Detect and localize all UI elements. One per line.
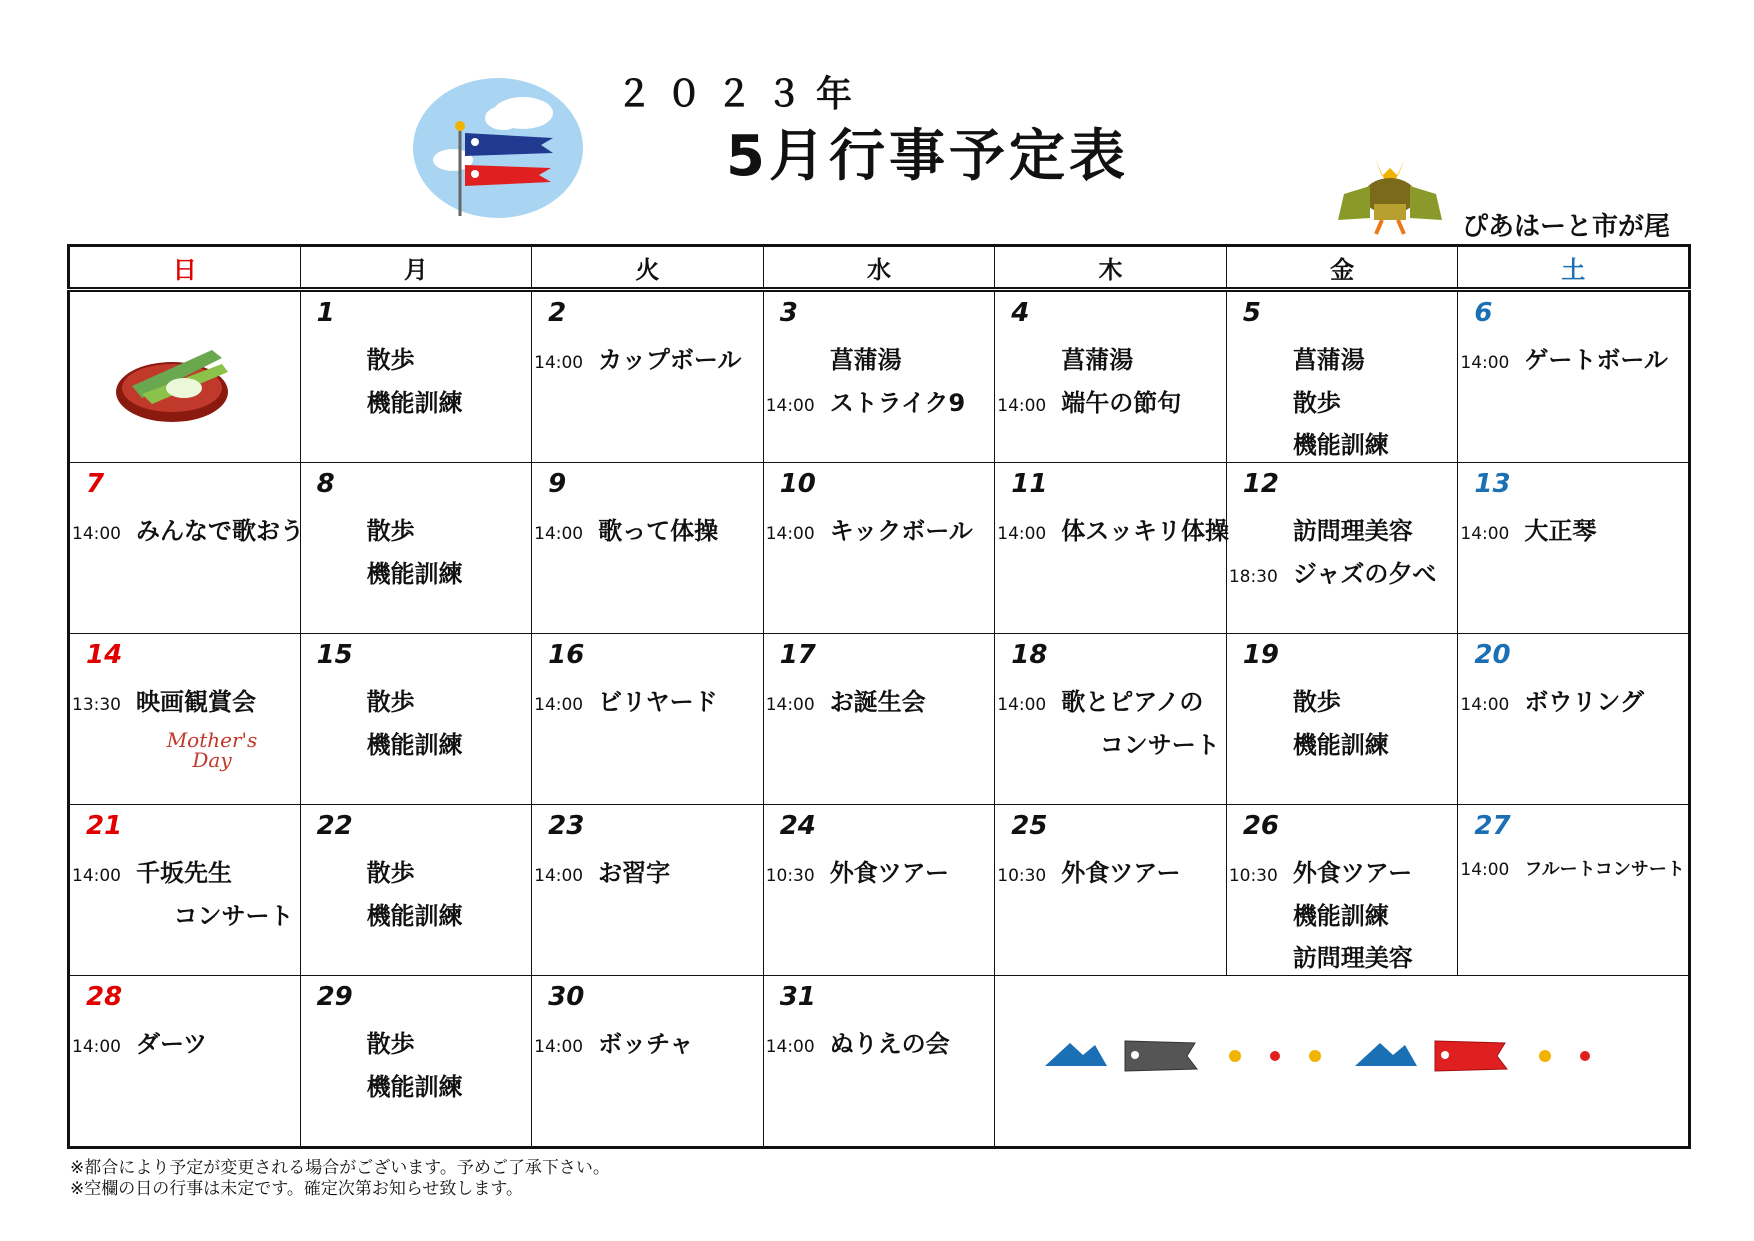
event-item [1227,896,1389,931]
event-name: ボッチャ [598,1030,694,1058]
event-time: 14:00 [1460,695,1510,715]
event-time: 14:00 [534,353,584,373]
event-time: 14:00 [765,1037,815,1057]
event-time: 14:00 [72,524,121,544]
weekday-sunday: 日 [69,246,301,290]
event-name: 外食ツアー [1061,859,1181,887]
kashiwamochi-illustration [112,342,242,427]
event-item [301,511,415,546]
week-row [69,463,1690,634]
day-number: 30 [548,982,585,1012]
page-title: 5月行事予定表 [726,124,1129,189]
day-cell-2 [532,290,764,463]
event-name: お誕生会 [829,688,926,716]
event-name: 歌とピアノの [1061,688,1204,716]
event-item [532,340,741,375]
day-number: 3 [779,298,798,328]
event-item [764,383,966,418]
day-number: 11 [1011,469,1048,499]
weekday-header-row [69,246,1690,290]
footnote-line: ※空欄の日の行事は未定です。確定次第お知らせ致します。 [70,1179,524,1199]
event-name: ぬりえの会 [829,1030,950,1058]
event-time: 14:00 [534,866,584,886]
event-item [301,896,463,931]
event-time: 14:00 [765,524,815,544]
day-number: 15 [316,640,353,670]
event-item [764,1024,950,1059]
event-name: 訪問理美容 [1292,944,1413,972]
event-name: ボウリング [1524,688,1644,716]
event-time: 14:00 [534,695,584,715]
event-item [1227,853,1412,888]
event-time: 14:00 [997,524,1047,544]
event-time: 14:00 [534,1037,584,1057]
day-number: 18 [1011,640,1048,670]
event-item [764,853,949,888]
event-name: ストライク9 [829,389,966,417]
day-number: 25 [1011,811,1048,841]
event-name: 機能訓練 [366,902,463,930]
weekday-friday: 金 [1226,246,1458,290]
event-item [70,1024,207,1059]
event-item [301,1024,415,1059]
event-name: ダーツ [136,1030,208,1058]
day-number: 26 [1242,811,1279,841]
event-time: 14:00 [72,1037,121,1057]
day-number: 22 [316,811,353,841]
day-number: 31 [779,982,816,1012]
event-name: 散歩 [1292,389,1341,417]
event-name: フルートコンサート [1524,859,1685,880]
event-item [995,383,1181,418]
event-name: 散歩 [1292,688,1341,716]
event-item [1227,725,1389,760]
event-item [1227,938,1413,973]
day-number: 14 [86,640,123,670]
koinobori-illustration [413,78,583,218]
event-time: 10:30 [997,866,1047,886]
day-number: 13 [1474,469,1511,499]
event-item [301,682,415,717]
week-row [69,290,1690,463]
day-cell-1 [300,290,532,463]
day-number: 23 [548,811,585,841]
event-name: 体スッキリ体操 [1061,517,1230,545]
event-name: 機能訓練 [1292,731,1389,759]
day-cell-14 [69,634,301,805]
event-name: 外食ツアー [829,859,949,887]
event-name: 散歩 [366,688,415,716]
footnote-line: ※都合により予定が変更される場合がございます。予めご了承下さい。 [70,1158,610,1178]
day-cell-5 [1226,290,1458,463]
event-item [995,853,1180,888]
day-number: 6 [1474,298,1493,328]
event-name: 散歩 [366,346,415,374]
day-cell-30 [532,976,764,1148]
event-time: 14:00 [1460,860,1510,880]
event-name: 機能訓練 [366,1073,463,1101]
day-number: 2 [548,298,567,328]
event-name: 散歩 [366,859,415,887]
day-cell-3 [763,290,995,463]
event-item [1227,340,1365,375]
event-name: 散歩 [366,517,415,545]
event-time: 10:30 [1228,866,1278,886]
day-number: 8 [316,469,335,499]
day-cell-24 [763,805,995,976]
event-item [301,554,463,589]
event-item [301,1067,463,1102]
event-item [995,682,1203,717]
day-number: 7 [86,469,105,499]
weekday-thursday: 木 [995,246,1227,290]
event-time: 18:30 [1228,567,1278,587]
event-time: 14:00 [534,524,584,544]
weekday-wednesday: 水 [763,246,995,290]
event-name: 機能訓練 [1292,431,1389,459]
event-item [532,1024,693,1059]
day-number: 28 [86,982,123,1012]
day-cell-4 [995,290,1227,463]
day-cell-31 [763,976,995,1148]
event-item [1458,340,1668,375]
event-time: 10:30 [765,866,815,886]
event-continuation: コンサート [1099,731,1220,759]
day-cell-10 [763,463,995,634]
weekday-saturday: 土 [1458,246,1690,290]
day-cell-25 [995,805,1227,976]
event-name: 菖蒲湯 [1061,346,1134,374]
event-item [995,340,1133,375]
day-number: 1 [316,298,335,328]
event-item [70,682,256,717]
event-time: 14:00 [765,695,815,715]
day-number: 20 [1474,640,1511,670]
kabuto-helmet-illustration [1330,156,1450,236]
event-item [70,511,304,546]
koinobori-border-decoration [1035,1031,1605,1081]
week-row [69,634,1690,805]
event-name: カップボール [598,346,742,374]
event-time: 14:00 [765,396,815,416]
event-item [1227,383,1341,418]
day-cell-26 [1226,805,1458,976]
day-number: 10 [779,469,816,499]
event-time: 14:00 [997,695,1047,715]
event-name: ジャズの夕べ [1292,560,1437,588]
footnotes [70,1158,610,1200]
day-cell-16 [532,634,764,805]
event-time: 13:30 [72,695,121,715]
event-item [1458,511,1596,546]
day-cell-29 [300,976,532,1148]
event-name: 機能訓練 [1292,902,1389,930]
day-cell-11 [995,463,1230,634]
event-continuation: コンサート [173,902,294,930]
event-item [301,725,463,760]
event-item [1227,682,1341,717]
event-item [301,383,463,418]
decoration-cell [995,976,1690,1148]
event-item [301,340,415,375]
event-item [764,511,973,546]
event-name: 機能訓練 [366,560,463,588]
day-cell-8 [300,463,532,634]
event-item [532,511,718,546]
event-name: 外食ツアー [1292,859,1413,887]
day-number: 21 [86,811,123,841]
week-row [69,976,1690,1148]
event-name: お習字 [598,859,671,887]
event-name: 歌って体操 [598,517,719,545]
event-item [532,682,718,717]
event-name: 散歩 [366,1030,415,1058]
event-time: 14:00 [72,866,121,886]
event-item [995,511,1229,546]
event-name: キックボール [829,517,973,545]
event-time: 14:00 [1460,353,1510,373]
year-label: ２０２３年 [616,74,867,115]
event-name: 大正琴 [1524,517,1597,545]
day-cell-28 [69,976,301,1148]
weekday-monday: 月 [300,246,532,290]
event-item [70,853,232,888]
day-cell-22 [300,805,532,976]
day-number: 24 [779,811,816,841]
day-cell-12 [1226,463,1458,634]
facility-name: ぴあはーと市が尾 [1462,212,1671,242]
day-cell-empty [69,290,301,463]
day-number: 4 [1011,298,1030,328]
day-cell-23 [532,805,764,976]
day-cell-13 [1458,463,1690,634]
event-item [1227,425,1389,460]
week-row [69,805,1690,976]
event-item [764,340,902,375]
event-name: ゲートボール [1524,346,1668,374]
day-number: 9 [548,469,567,499]
day-cell-18 [995,634,1227,805]
event-item [1458,853,1685,881]
day-number: 5 [1242,298,1261,328]
event-item [301,853,415,888]
day-number: 12 [1242,469,1279,499]
event-name: 菖蒲湯 [829,346,902,374]
event-item [1227,554,1437,589]
event-item [1458,682,1644,717]
weekday-tuesday: 火 [532,246,764,290]
day-number: 17 [779,640,816,670]
event-name: 菖蒲湯 [1292,346,1365,374]
event-name: 訪問理美容 [1292,517,1413,545]
event-time: 14:00 [997,396,1047,416]
day-number: 27 [1474,811,1511,841]
event-item [1227,511,1413,546]
mothers-day-illustration: Mother's Day [166,728,258,772]
day-cell-7 [69,463,304,634]
day-cell-27 [1458,805,1690,976]
event-item [764,682,926,717]
day-cell-6 [1458,290,1690,463]
event-name: みんなで歌おう [136,517,304,545]
day-cell-17 [763,634,995,805]
event-item [532,853,670,888]
event-name: 映画観賞会 [136,688,256,716]
day-number: 29 [316,982,353,1012]
event-time: 14:00 [1460,524,1510,544]
event-name: 千坂先生 [136,859,232,887]
calendar-table [67,244,1691,1149]
event-name: 機能訓練 [366,389,463,417]
day-cell-15 [300,634,532,805]
event-name: 端午の節句 [1061,389,1182,417]
day-cell-9 [532,463,764,634]
event-name: 機能訓練 [366,731,463,759]
day-cell-19 [1226,634,1458,805]
event-name: ビリヤード [598,688,718,716]
day-number: 19 [1242,640,1279,670]
day-cell-20 [1458,634,1690,805]
day-cell-21 [69,805,301,976]
day-number: 16 [548,640,585,670]
